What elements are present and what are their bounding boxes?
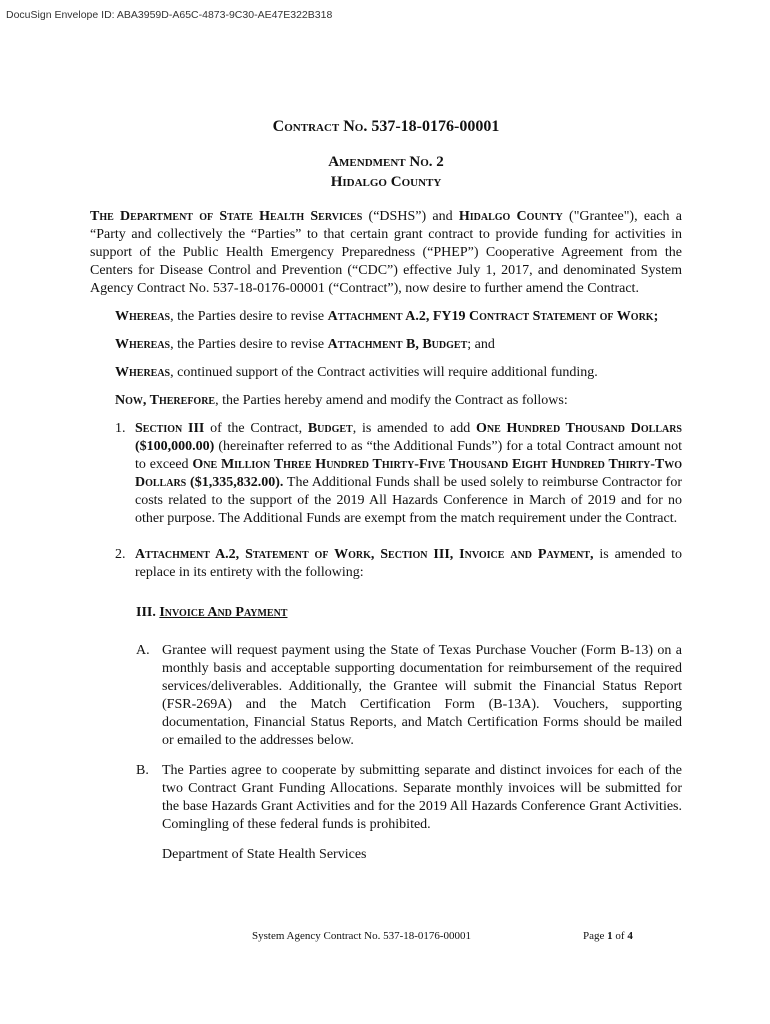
- department-address-line: Department of State Health Services: [162, 847, 367, 862]
- item-text-g: One Million Three Hundred Thirty-Five Thousand Eight Hundred Thirty-Two Dollars ($1,335,832.00).: [135, 457, 683, 490]
- amendment-item-2: [115, 546, 682, 582]
- whereas-lead: Whereas: [115, 337, 171, 352]
- subsection-letter: A.: [136, 643, 150, 658]
- docusign-envelope-id: DocuSign Envelope ID: ABA3959D-A65C-4873-9C30-AE47E322B318: [6, 9, 333, 21]
- now-therefore-text: , the Parties hereby amend and modify the Contract as follows:: [215, 393, 568, 408]
- item-text-b: is amended to replace in its entirety with the following:: [135, 547, 682, 580]
- whereas-emph: Attachment B, Budget: [327, 337, 468, 352]
- item-text-h: The Additional Funds shall be used solely to reimburse Contractor for costs related to the support of the 2019 All Hazards Conference in March of 2019 and for no other purpose. The Additional Funds are exempt from the match requirement under the Contract.: [135, 475, 682, 526]
- county-name: Hidalgo County: [330, 174, 442, 190]
- whereas-tail: ; and: [467, 337, 495, 352]
- subsection-b: [136, 762, 682, 834]
- item-text-b: of the Contract,: [204, 421, 308, 436]
- subsection-letter: B.: [136, 763, 149, 778]
- page-current: 1: [607, 930, 613, 942]
- intro-paragraph: [90, 208, 682, 298]
- whereas-text: , continued support of the Contract activities will require additional funding.: [170, 365, 598, 380]
- contract-number: Contract No. 537-18-0176-00001: [272, 118, 500, 135]
- page-total: 4: [627, 930, 633, 942]
- item-number: 2.: [115, 547, 126, 562]
- whereas-clause-2: [115, 336, 682, 354]
- contract-page: [90, 118, 682, 864]
- section-3-heading: [136, 604, 682, 622]
- party-dshs: The Department of State Health Services: [90, 209, 363, 224]
- whereas-lead: Whereas: [115, 365, 171, 380]
- section-title: Invoice And Payment: [159, 605, 288, 620]
- section-number: III.: [136, 605, 156, 620]
- footer-page-number: [583, 930, 633, 942]
- whereas-emph: Attachment A.2, FY19 Contract Statement of Work;: [327, 309, 659, 324]
- subsection-text: The Parties agree to cooperate by submitting separate and distinct invoices for each of the two Contract Grant Funding Allocations. Separate monthly invoices will be submitted for the base Hazards Grant Activities and for the 2019 All Hazards Conference Grant Activities. Comingling of these federal funds is prohibited.: [162, 763, 682, 832]
- whereas-text: , the Parties desire to revise: [170, 309, 328, 324]
- item-text: [135, 420, 682, 528]
- page-word: Page: [583, 930, 608, 942]
- amendment-item-1: [115, 420, 682, 528]
- intro-text-2: ("Grantee"), each a “Party and collectively the “Parties” to that certain grant contract to provide funding for activities in support of the Public Health Emergency Preparedness (“PHEP”) Cooperative Agreement from the Centers for Disease Control and Prevention (“CDC”) effective July 1, 2017, and denominated System Agency Contract No. 537-18-0176-00001 (“Contract”), now desire to further amend the Contract.: [90, 209, 682, 296]
- subsection-a: [136, 642, 682, 750]
- whereas-lead: Whereas: [115, 309, 171, 324]
- whereas-clause-3: [115, 364, 682, 382]
- item-text: [135, 546, 682, 582]
- footer-contract-number: System Agency Contract No. 537-18-0176-00001: [252, 930, 472, 942]
- amendment-list: [115, 420, 682, 582]
- item-text-c: Budget: [307, 421, 353, 436]
- intro-text-1: (“DSHS”) and: [362, 209, 459, 224]
- whereas-text: , the Parties desire to revise: [170, 337, 328, 352]
- party-county: Hidalgo County: [458, 209, 563, 224]
- item-text-d: , is amended to add: [352, 421, 476, 436]
- item-text-f: (hereinafter referred to as “the Additional Funds”) for a total Contract amount not to exceed: [135, 439, 682, 472]
- subsection-text: Grantee will request payment using the State of Texas Purchase Voucher (Form B-13) on a monthly basis and acceptable supporting documentation for reimbursement of the required services/deliverables. Additionally, the Grantee will submit the Financial Status Report (FSR-269A) and the Match Certification Form (B-13A). Vouchers, supporting documentation, Financial Status Reports, and Match Certification Forms should be mailed or emailed to the addresses below.: [162, 643, 682, 748]
- item-text-a: Attachment A.2, Statement of Work, Section III, Invoice and Payment,: [135, 547, 594, 562]
- of-word: of: [612, 930, 628, 942]
- whereas-clause-1: [115, 308, 682, 326]
- amendment-number: Amendment No. 2: [328, 154, 444, 170]
- now-therefore-lead: Now, Therefore: [115, 393, 216, 408]
- item-number: 1.: [115, 421, 126, 436]
- item-text-a: Section III: [135, 421, 205, 436]
- now-therefore-clause: [115, 392, 682, 410]
- item-text-e: One Hundred Thousand Dollars ($100,000.00): [135, 421, 682, 454]
